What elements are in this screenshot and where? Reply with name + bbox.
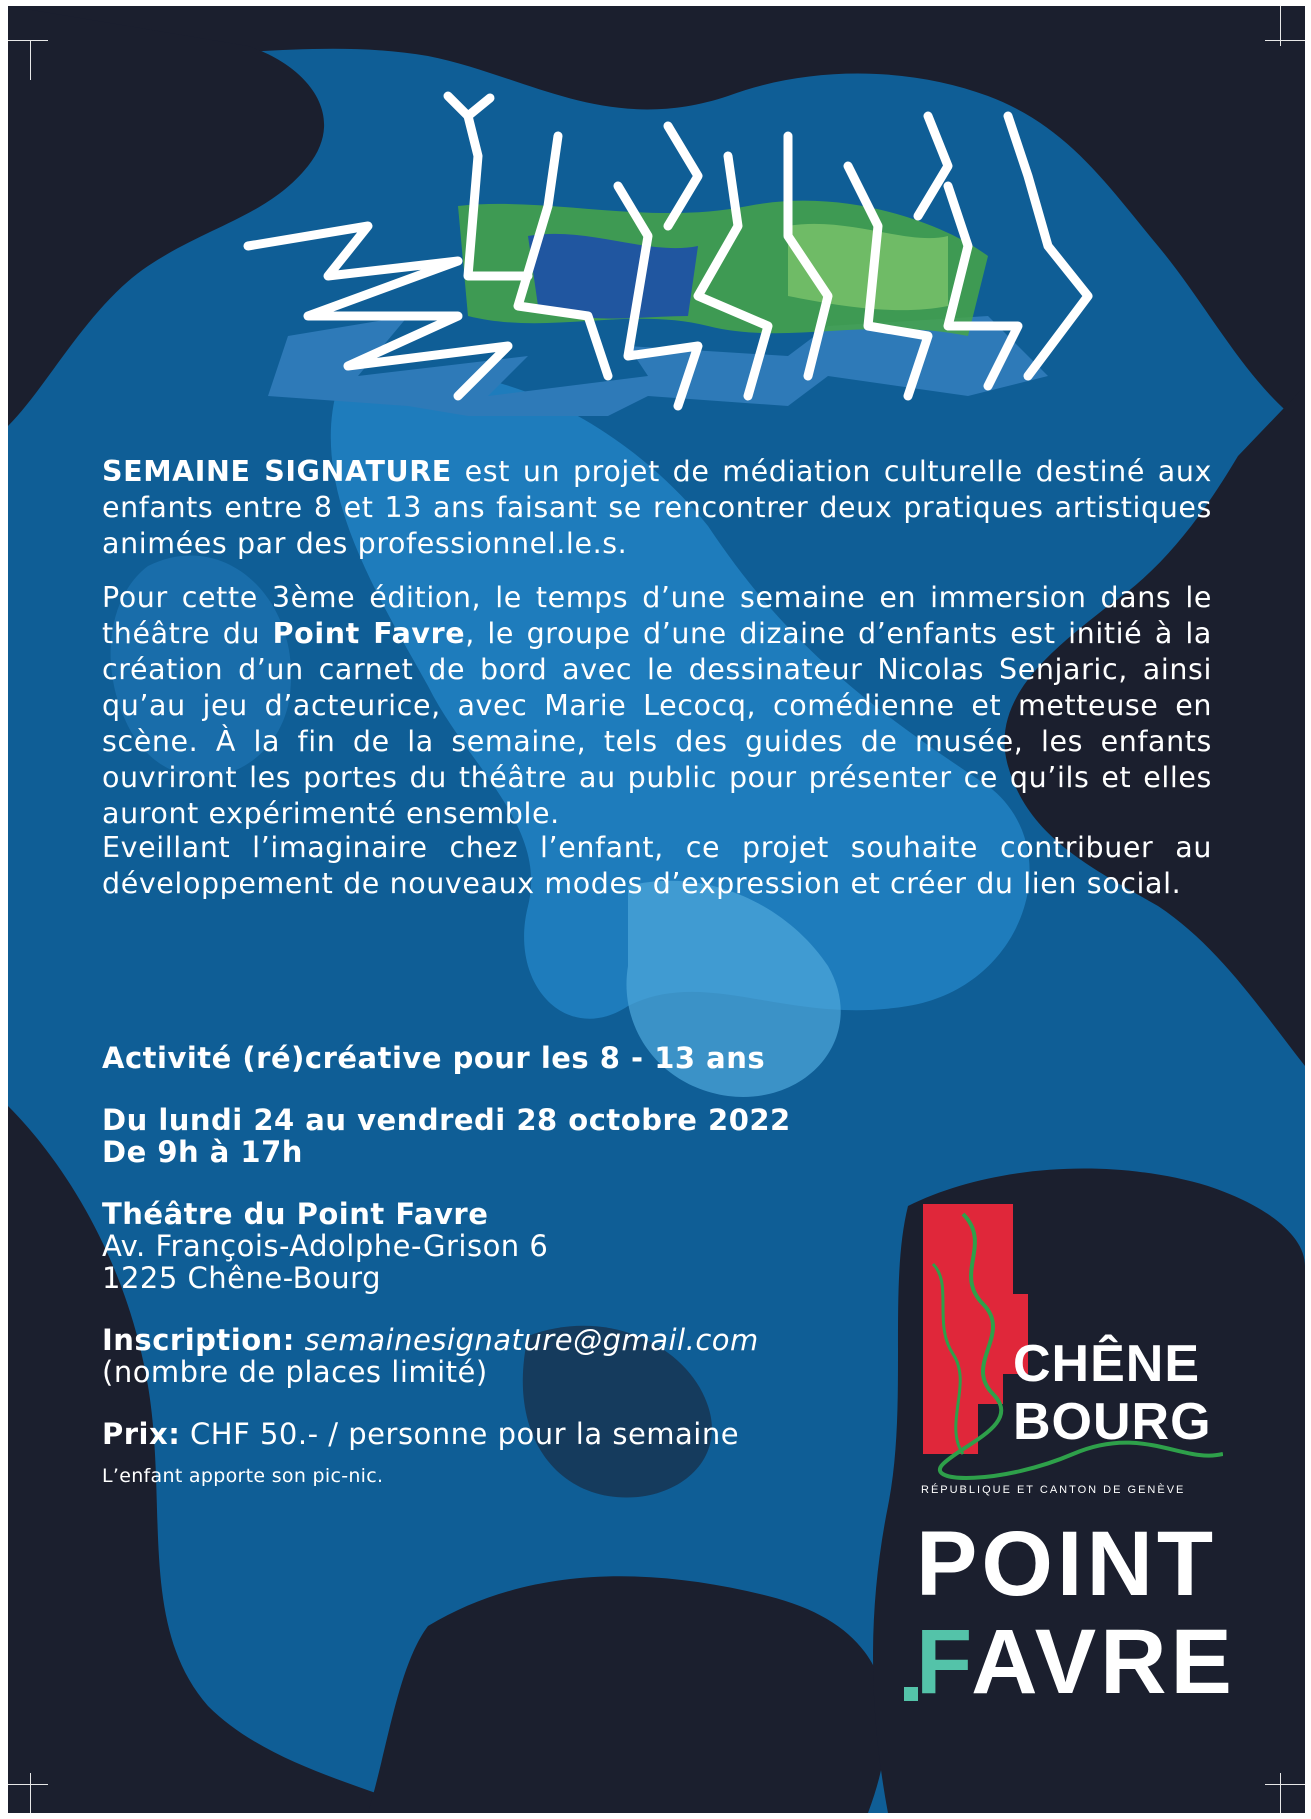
activity-line: Activité (ré)créative pour les 8 - 13 ans [102,1041,766,1075]
crop-mark [8,1784,48,1785]
price-value: CHF 50.- / personne pour la semaine [190,1417,740,1451]
venue-street: Av. François-Adolphe-Grison 6 [102,1229,549,1263]
chene-bourg-line2: BOURG [1013,1393,1212,1451]
title-artwork [228,76,1108,436]
price-label: Prix: [102,1417,181,1451]
dates-line: Du lundi 24 au vendredi 28 octobre 2022 [102,1103,791,1137]
intro-paragraph [102,454,1212,562]
crop-mark [1265,40,1305,41]
point-favre-rest: AVRE [971,1611,1236,1713]
registration-email[interactable]: semainesignature@gmail.com [304,1323,759,1357]
registration-note: (nombre de places limité) [102,1355,488,1389]
venue-city: 1225 Chêne-Bourg [102,1261,381,1295]
crop-mark [1265,1784,1305,1785]
point-favre-line2 [916,1611,1236,1713]
registration-label: Inscription: [102,1323,295,1357]
edition-text-2: , le groupe d’une dizaine d’enfants est initié à la création d’un carnet de bord avec le dessinateur Nicolas Senjaric, ainsi qu’au jeu d’acteurice, avec Marie Lecocq, comédienne et metteuse en scène. À la fin de la semaine, tels des guides de musée, les enfants ouvriront les portes du théâtre au public pour présenter ce qu’ils et elles auront expérimenté ensemble. [102,617,1212,830]
poster [8,6,1305,1813]
project-name: SEMAINE SIGNATURE [102,455,452,488]
edition-venue: Point Favre [272,617,466,650]
crop-mark [8,40,48,41]
point-favre-line1: POINT [916,1513,1218,1615]
venue-name: Théâtre du Point Favre [102,1197,489,1231]
republique-text: RÉPUBLIQUE ET CANTON DE GENÈVE [921,1484,1186,1496]
crop-mark [30,1773,31,1813]
crop-mark [30,40,31,80]
crop-mark [1280,1773,1281,1813]
price-note: L’enfant apporte son pic-nic. [102,1465,384,1487]
point-favre-f: F [916,1611,972,1713]
price-line [102,1416,739,1452]
edition-text-1: Pour cette 3ème édition, le temps d’une semaine en immersion dans le théâtre du [102,581,1212,650]
intro-text: est un projet de médiation culturelle destiné aux enfants entre 8 et 13 ans faisant se rencontrer deux pratiques artistiques animées par des professionnel.le.s. [102,455,1212,560]
registration-line [102,1322,759,1358]
edition-paragraph [102,580,1212,832]
chene-bourg-line1: CHÊNE [1013,1335,1201,1393]
hours-line: De 9h à 17h [102,1135,303,1169]
closing-paragraph: Eveillant l’imaginaire chez l’enfant, ce projet souhaite contribuer au développement de nouveaux modes d’expression et créer du lien social. [102,831,1212,900]
